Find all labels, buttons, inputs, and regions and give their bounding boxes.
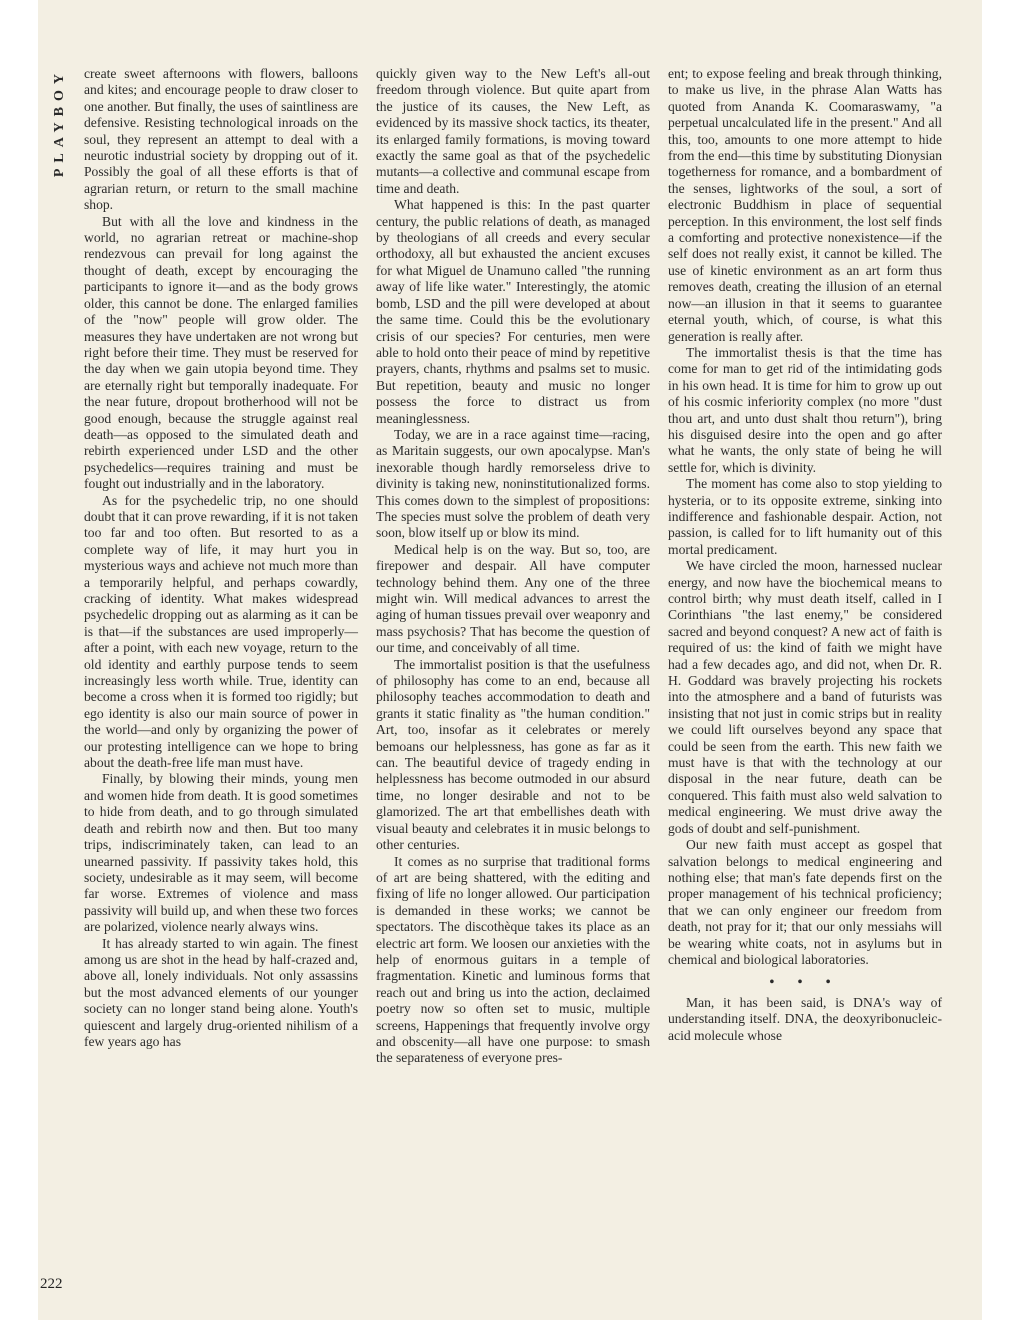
paragraph: We have circled the moon, harnessed nuclear energy, and now have the biochemical means to control birth; why must death itself, called in I Corinthians "the last enemy," be considered sacred and beyond conquest? A new act of faith is required of us: the kind of faith we might have had a few decades ago, and did not, when Dr. R. H. Goddard was bravely projecting his rockets into the atmosphere and a band of futurists was insisting that not just in comic strips but in reality we could lift ourselves beyond any space that could be seen from the earth. This new faith we must have is that with the technology at our disposal in the near future, death can be conquered. This faith must also weld salvation to medical engineering. We must drive away the gods of doubt and self-punishment. <box>668 558 942 836</box>
text-column-1 <box>84 66 358 1050</box>
paragraph: But with all the love and kindness in the world, no agrarian retreat or machine-shop rendezvous can prevail for long against the thought of death, except by encouraging the participants to ignore it—and as the body grows older, this cannot be done. The enlarged families of the "now" people will grow older. The measures they have undertaken are not wrong but right before their time. They must be reserved for the day when we gain utopia beyond time. They are eternally right but temporally inadequate. For the near future, dropout brotherhood will not be good enough, because the struggle against real death—as opposed to the simulated death and rebirth experienced under LSD and the other psychedelics—requires training and must be fought out industrially and in the laboratory. <box>84 213 358 492</box>
paragraph: The immortalist position is that the usefulness of philosophy has come to an end, because all philosophy teaches accommodation to death and grants it static finality as "the human condition." Art, too, insofar as it celebrates or merely bemoans our helplessness, has gone as far as it can. The beautiful device of tragedy ending in helplessness has become outmoded in our absurd time, no longer desirable and not to be glamorized. The art that embellishes death with visual beauty and celebrates it in music belongs to other centuries. <box>376 656 650 853</box>
paragraph: ent; to expose feeling and break through thinking, to make us live, in the phrase Alan Watts has quoted from Ananda K. Coomaraswamy, "a perpetual uncalculated life in the present." And all this, too, amounts to one more attempt to hide from the end—this time by substituting Dionysian togetherness for romance, and a bombardment of the senses, lightworks of the soul, a sort of electronic Buddhism in place of sequential perception. In this environment, the lost self finds a comforting and protective nonexistence—if the self does not really exist, it cannot be killed. The use of kinetic environment as an art form thus removes death, creating the illusion of an eternal now—an illusion in that it seems to guarantee eternal youth, which, of course, is what this generation is really after. <box>668 66 942 344</box>
text-column-2 <box>376 66 650 1067</box>
text-column-3 <box>668 66 942 1044</box>
paragraph: It comes as no surprise that traditional forms of art are being shattered, with the editing and fixing of life no longer allowed. Our participation is demanded in these works; we cannot be spectators. The discothèque takes its place as an electric art form. We loosen our anxieties with the help of enormous guitars in a temple of fragmentation. Kinetic and luminous forms that reach out and bring us into the action, declaimed poetry now so often set to music, multiple screens, Happenings that frequently involve orgy and obscenity—all have one purpose: to smash the separateness of everyone pres- <box>376 853 650 1066</box>
masthead: PLAYBOY <box>52 68 67 178</box>
paragraph: The moment has come also to stop yielding to hysteria, or to its opposite extreme, sinking into indifference and fashionable despair. Action, not passion, is called for to lift humanity out of this mortal predicament. <box>668 476 942 557</box>
paragraph: As for the psychedelic trip, no one should doubt that it can prove rewarding, if it is not taken too far and too often. But resorted to as a complete way of life, it may hurt you in mysterious ways and achieve not much more than a temporarily helpful, and perhaps cowardly, cracking of identity. What makes widespread psychedelic dropping out as alarming as it can be is that—if the substances are used improperly—after a point, with each new voyage, return to the old identity and earthly purpose tends to seem increasingly less worth while. True, identity can become a cross when it is formed too rigidly; but ego identity is also our main source of power in the world—and only by organizing the power of our protesting intelligence can we hope to bring about the death-free life man must have. <box>84 492 358 771</box>
page-number: 222 <box>40 1276 63 1292</box>
section-break: • • • <box>769 974 841 990</box>
paragraph: create sweet afternoons with flowers, balloons and kites; and encourage people to draw closer to one another. But finally, the uses of saintliness are defensive. Resisting technological inroads on the soul, they represent an attempt to deal with a neurotic industrial society by dropping out of it. Possibly the goal of all these efforts is that of agrarian return, or return to the small machine shop. <box>84 66 358 213</box>
paragraph: It has already started to win again. The finest among us are shot in the head by half-crazed and, above all, lonely individuals. Not only assassins but the most advanced elements of our younger society can no longer stand being alone. Youth's quiescent and largely drug-oriented nihilism of a few years ago has <box>84 935 358 1049</box>
paragraph: Medical help is on the way. But so, too, are firepower and despair. All have computer technology behind them. Any one of the three might win. Will medical advances to arrest the aging of human tissues prevail over weaponry and mass psychosis? That has become the question of our time, and conceivably of all time. <box>376 541 650 656</box>
paragraph: The immortalist thesis is that the time has come for man to get rid of the intimidating gods in his own head. It is time for him to grow up out of his cosmic inferiority complex (no more "dust thou art, and unto dust shalt thou return"), bring his disguised desire into the open and go after what he wants, the only state of being he will settle for, which is divinity. <box>668 344 942 475</box>
paragraph: What happened is this: In the past quarter century, the public relations of death, as managed by theologians of all creeds and every secular orthodoxy, all but exhausted the ancient excuses for what Miguel de Unamuno called "the running away of life like water." Interestingly, the atomic bomb, LSD and the pill were developed at about the same time. Could this be the evolutionary crisis of our species? For centuries, men were able to hold onto their peace of mind by repetitive prayers, chants, rhythms and psalms set to music. But repetition, beauty and music no longer possess the force to distract us from meaninglessness. <box>376 197 650 426</box>
paragraph: Man, it has been said, is DNA's way of understanding itself. DNA, the deoxyribonucleic-acid molecule whose <box>668 994 942 1043</box>
paragraph: quickly given way to the New Left's all-out freedom through violence. But quite apart from the justice of its causes, the New Left, as evidenced by its massive shock tactics, its theater, its enlarged family formations, is moving toward exactly the same goal as that of the psychedelic mutants—a collective and communal escape from time and death. <box>376 66 650 196</box>
paragraph: Finally, by blowing their minds, young men and women hide from death. It is good sometimes to hide from death, and to go through simulated death and rebirth now and then. But too many trips, indiscriminately taken, can lead to an unearned passivity. If passivity takes hold, this society, undesirable as it may seem, will become far worse. Extremes of violence and mass passivity will build up, and when these two forces are polarized, violence nearly always wins. <box>84 771 358 935</box>
paragraph: Today, we are in a race against time—racing, as Maritain suggests, our own apocalypse. Man's inexorable though hardly remorseless drive to divinity is taking new, noninstitutionalized forms. This comes down to the simplest of propositions: The species must solve the problem of death very soon, blow itself up or blow its mind. <box>376 426 650 541</box>
paragraph: Our new faith must accept as gospel that salvation belongs to medical engineering and nothing else; that man's fate depends first on the proper management of his technical proficiency; that we can only engineer our freedom from death, not pray for it; that our only messiahs will be wearing white coats, not in asylums but in chemical and biological laboratories. <box>668 837 942 967</box>
